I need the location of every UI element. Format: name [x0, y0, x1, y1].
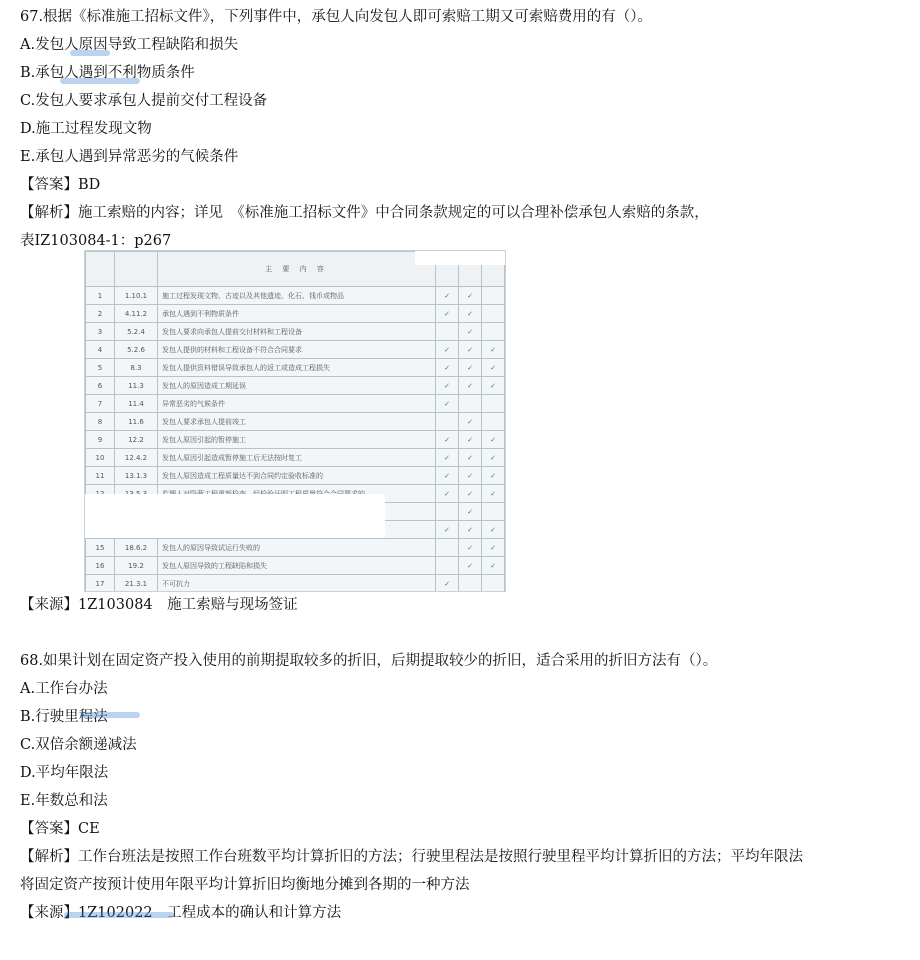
check-mark-icon — [482, 323, 505, 341]
table-cell-clause: 5.2.4 — [115, 323, 158, 341]
table-row — [86, 557, 505, 575]
check-mark-icon — [482, 395, 505, 413]
q68-analysis-line-2: 将固定资产按预计使用年限平均计算折旧均衡地分摊到各期的一种方法 — [20, 877, 470, 893]
table-cell-clause: 13.1.3 — [115, 467, 158, 485]
table-row — [86, 449, 505, 467]
check-mark-icon: ✓ — [459, 521, 482, 539]
table-cell-content: 发包人原因引起造成暂停施工后无法按时复工 — [158, 449, 436, 467]
check-mark-icon: ✓ — [482, 521, 505, 539]
q67-analysis: 【解析】施工索赔的内容；详见 《标准施工招标文件》中合同条款规定的可以合理补偿承包人索赔的条款， — [20, 205, 709, 221]
check-mark-icon — [482, 575, 505, 593]
q68-option-a: A.工作台办法 — [20, 681, 108, 697]
check-mark-icon: ✓ — [459, 323, 482, 341]
watermark-stroke — [60, 78, 140, 84]
table-cell-no: 1 — [86, 287, 115, 305]
table-cell-clause: 12.4.2 — [115, 449, 158, 467]
table-header-content: 主 要 内 容 — [158, 252, 436, 287]
watermark-stroke — [64, 912, 174, 918]
check-mark-icon: ✓ — [459, 467, 482, 485]
check-mark-icon: ✓ — [459, 485, 482, 503]
question-67-title: 67.根据《标准施工招标文件》，下列事件中，承包人向发包人即可索赔工期又可索赔费用的有（）。 — [20, 9, 653, 25]
check-mark-icon: ✓ — [482, 485, 505, 503]
table-cell-content: 发包人要求承包人提前竣工 — [158, 413, 436, 431]
check-mark-icon: ✓ — [436, 359, 459, 377]
table-cell-clause: 4.11.2 — [115, 305, 158, 323]
table-row — [86, 575, 505, 593]
check-mark-icon: ✓ — [436, 287, 459, 305]
check-mark-icon: ✓ — [436, 341, 459, 359]
check-mark-icon: ✓ — [436, 377, 459, 395]
check-mark-icon: ✓ — [459, 341, 482, 359]
check-mark-icon: ✓ — [482, 377, 505, 395]
table-cell-clause: 12.2 — [115, 431, 158, 449]
table-cell-content: 异常恶劣的气候条件 — [158, 395, 436, 413]
table-body — [86, 287, 505, 593]
table-cell-content: 不可抗力 — [158, 575, 436, 593]
check-mark-icon — [482, 287, 505, 305]
table-row — [86, 539, 505, 557]
check-mark-icon: ✓ — [436, 485, 459, 503]
table-cell-no: 6 — [86, 377, 115, 395]
table-cell-clause: 19.2 — [115, 557, 158, 575]
table-cell-no: 11 — [86, 467, 115, 485]
check-mark-icon: ✓ — [459, 539, 482, 557]
check-mark-icon: ✓ — [482, 467, 505, 485]
q67-source: 【来源】1Z103084 施工索赔与现场签证 — [20, 597, 298, 613]
table-cell-no: 10 — [86, 449, 115, 467]
table-cell-no: 8 — [86, 413, 115, 431]
check-mark-icon: ✓ — [482, 359, 505, 377]
table-cell-content: 发包人原因引起的暂停施工 — [158, 431, 436, 449]
redacted-area — [415, 251, 505, 265]
table-cell-clause: 8.3 — [115, 359, 158, 377]
q68-option-c: C.双倍余额递减法 — [20, 737, 137, 753]
table-row — [86, 305, 505, 323]
table-cell-content: 发包人原因造成工程质量达不到合同约定验收标准的 — [158, 467, 436, 485]
question-68-title: 68.如果计划在固定资产投入使用的前期提取较多的折旧，后期提取较少的折旧，适合采用的折旧方法有（）。 — [20, 653, 718, 669]
table-row — [86, 377, 505, 395]
table-row — [86, 431, 505, 449]
check-mark-icon: ✓ — [436, 467, 459, 485]
table-cell-content: 发包人原因导致的工程缺陷和损失 — [158, 557, 436, 575]
check-mark-icon: ✓ — [436, 305, 459, 323]
table-cell-content: 发包人要求向承包人提前交付材料和工程设备 — [158, 323, 436, 341]
table-cell-no: 2 — [86, 305, 115, 323]
q67-option-b: B.承包人遇到不利物质条件 — [20, 65, 195, 81]
table-cell-no: 9 — [86, 431, 115, 449]
check-mark-icon — [436, 503, 459, 521]
q67-table-reference: 表IZ103084-1：p267 — [20, 233, 172, 249]
table-cell-clause: 1.10.1 — [115, 287, 158, 305]
table-cell-clause: 11.3 — [115, 377, 158, 395]
table-cell-content: 发包人的原因造成工期延误 — [158, 377, 436, 395]
table-cell-clause: 11.6 — [115, 413, 158, 431]
check-mark-icon: ✓ — [459, 305, 482, 323]
q67-option-c: C.发包人要求承包人提前交付工程设备 — [20, 93, 268, 109]
check-mark-icon: ✓ — [436, 521, 459, 539]
check-mark-icon: ✓ — [459, 287, 482, 305]
q68-option-e: E.年数总和法 — [20, 793, 108, 809]
table-row — [86, 341, 505, 359]
check-mark-icon — [459, 575, 482, 593]
check-mark-icon — [436, 413, 459, 431]
check-mark-icon: ✓ — [459, 413, 482, 431]
table-cell-no: 7 — [86, 395, 115, 413]
q68-analysis-line-1: 【解析】工作台班法是按照工作台班数平均计算折旧的方法；行驶里程法是按照行驶里程平均计算折旧的方法；平均年限法 — [20, 849, 803, 865]
table-cell-content: 承包人遇到不利物质条件 — [158, 305, 436, 323]
q68-option-b: B.行驶里程法 — [20, 709, 108, 725]
table-cell-no: 16 — [86, 557, 115, 575]
table-cell-content: 发包人的原因导致试运行失败的 — [158, 539, 436, 557]
table-row — [86, 323, 505, 341]
q68-source: 【来源】1Z102022 工程成本的确认和计算方法 — [20, 905, 342, 921]
check-mark-icon — [482, 503, 505, 521]
table-cell-content: 施工过程发现文物、古迹以及其他遗迹、化石、钱币或物品 — [158, 287, 436, 305]
check-mark-icon: ✓ — [459, 431, 482, 449]
table-cell-no: 5 — [86, 359, 115, 377]
check-mark-icon: ✓ — [459, 359, 482, 377]
check-mark-icon: ✓ — [482, 341, 505, 359]
claim-clauses-table — [85, 251, 505, 592]
check-mark-icon: ✓ — [482, 539, 505, 557]
table-header-no — [86, 252, 115, 287]
table-cell-content: 发包人提供资料错误导致承包人的返工或造成工程损失 — [158, 359, 436, 377]
q68-answer: 【答案】CE — [20, 821, 100, 837]
table-row — [86, 287, 505, 305]
check-mark-icon: ✓ — [436, 449, 459, 467]
table-cell-no: 3 — [86, 323, 115, 341]
claim-clauses-table-image — [84, 250, 506, 592]
table-row — [86, 395, 505, 413]
check-mark-icon: ✓ — [482, 557, 505, 575]
q68-option-d: D.平均年限法 — [20, 765, 109, 781]
table-cell-no: 17 — [86, 575, 115, 593]
check-mark-icon: ✓ — [459, 377, 482, 395]
table-header-clause — [115, 252, 158, 287]
q67-option-e: E.承包人遇到异常恶劣的气候条件 — [20, 149, 239, 165]
check-mark-icon — [436, 323, 459, 341]
check-mark-icon: ✓ — [436, 431, 459, 449]
check-mark-icon — [482, 413, 505, 431]
table-cell-no: 15 — [86, 539, 115, 557]
redacted-area — [85, 494, 385, 538]
q67-option-d: D.施工过程发现文物 — [20, 121, 152, 137]
check-mark-icon — [459, 395, 482, 413]
table-cell-clause: 11.4 — [115, 395, 158, 413]
table-cell-clause: 18.6.2 — [115, 539, 158, 557]
check-mark-icon — [436, 539, 459, 557]
check-mark-icon: ✓ — [459, 503, 482, 521]
check-mark-icon: ✓ — [436, 575, 459, 593]
table-row — [86, 467, 505, 485]
watermark-stroke — [70, 50, 110, 56]
check-mark-icon — [482, 305, 505, 323]
table-row — [86, 359, 505, 377]
table-cell-clause: 21.3.1 — [115, 575, 158, 593]
table-cell-no: 4 — [86, 341, 115, 359]
q67-option-a: A.发包人原因导致工程缺陷和损失 — [20, 37, 239, 53]
check-mark-icon: ✓ — [482, 449, 505, 467]
q67-answer: 【答案】BD — [20, 177, 101, 193]
check-mark-icon: ✓ — [436, 395, 459, 413]
table-row — [86, 413, 505, 431]
watermark-stroke — [80, 712, 140, 718]
table-cell-clause: 5.2.6 — [115, 341, 158, 359]
check-mark-icon: ✓ — [459, 557, 482, 575]
check-mark-icon: ✓ — [482, 431, 505, 449]
check-mark-icon: ✓ — [459, 449, 482, 467]
check-mark-icon — [436, 557, 459, 575]
table-cell-content: 发包人提供的材料和工程设备不符合合同要求 — [158, 341, 436, 359]
